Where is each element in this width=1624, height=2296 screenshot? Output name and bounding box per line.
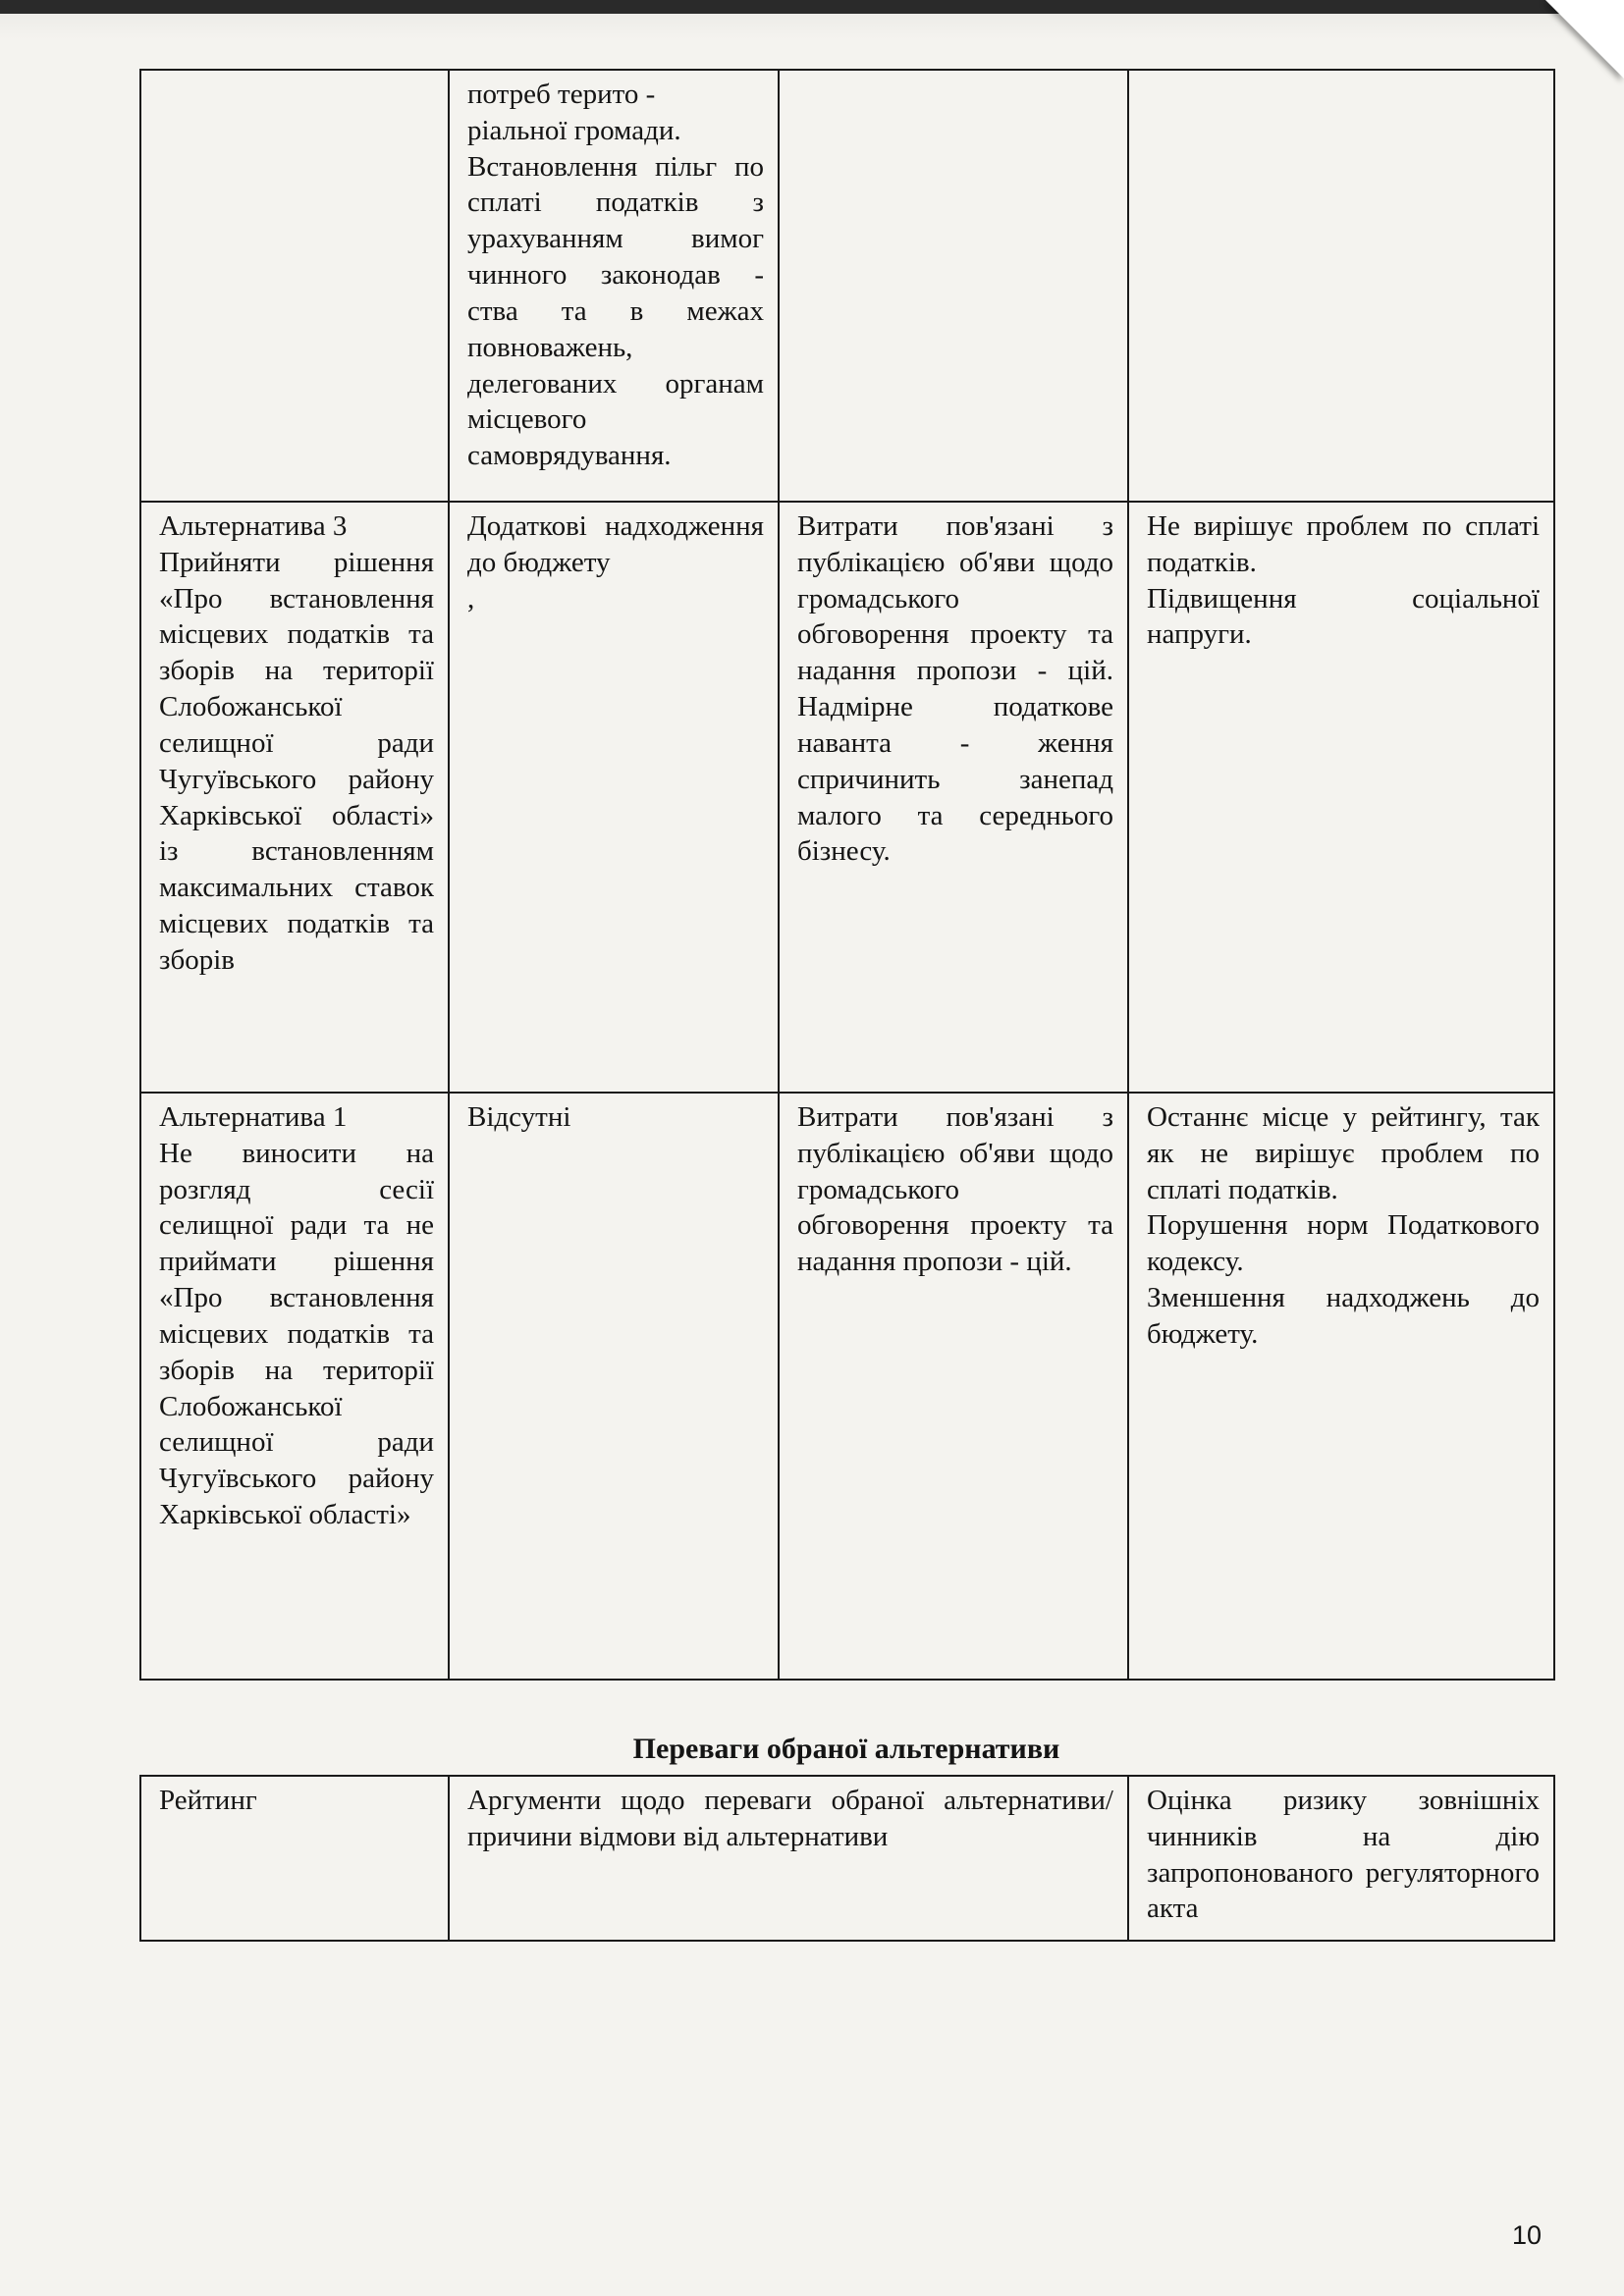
benefits-cell: Додаткові надходження до бюджету , xyxy=(449,502,779,1093)
table-row xyxy=(140,502,1554,1093)
costs-cell xyxy=(779,70,1128,502)
header-arguments: Аргументи щодо переваги обраної альтернативи/причини відмови від альтернативи xyxy=(449,1776,1128,1941)
rating-cell: Не вирішує проблем по сплаті податків. Підвищення соціальної напруги. xyxy=(1128,502,1554,1093)
page-corner-fold xyxy=(1545,0,1624,79)
preferences-table xyxy=(139,1775,1555,1942)
table-row xyxy=(140,70,1554,502)
table-row xyxy=(140,1093,1554,1680)
alternative-cell: Альтернатива 1 Не виносити на розгляд сесії селищної ради та не приймати рішення «Про встановлення місцевих податків та зборів на території Слобожанської селищної ради Чугуївського району Харківської області» xyxy=(140,1093,449,1680)
benefits-cell: Відсутні xyxy=(449,1093,779,1680)
header-risk: Оцінка ризику зовнішніх чинників на дію запропонованого регуляторного акта xyxy=(1128,1776,1554,1941)
alternative-cell xyxy=(140,70,449,502)
costs-cell: Витрати пов'язані з публікацією об'яви щодо громадського обговорення проекту та надання пропози - цій. xyxy=(779,1093,1128,1680)
page-number: 10 xyxy=(1512,2220,1543,2250)
alternatives-table xyxy=(139,69,1555,1681)
header-rating: Рейтинг xyxy=(140,1776,449,1941)
rating-cell xyxy=(1128,70,1554,502)
alternative-cell: Альтернатива 3 Прийняти рішення «Про встановлення місцевих податків та зборів на території Слобожанської селищної ради Чугуївського району Харківської області» із встановленням максимальних ставок місцевих податків та зборів xyxy=(140,502,449,1093)
scan-top-edge xyxy=(0,0,1624,14)
rating-cell: Останнє місце у рейтингу, так як не вирішує проблем по сплаті податків. Порушення норм Податкового кодексу. Зменшення надходжень до бюджету. xyxy=(1128,1093,1554,1680)
section-heading: Переваги обраної альтернативи xyxy=(632,1733,1060,1765)
benefits-cell: потреб терито - ріальної громади. Встановлення пільг по сплаті податків з урахуванням вимог чинного законодав - ства та в межах повноважень, делегованих органам місцевого самоврядування. xyxy=(449,70,779,502)
costs-cell: Витрати пов'язані з публікацією об'яви щодо громадського обговорення проекту та надання пропози - цій. Надмірне податкове наванта - ження спричинить занепад малого та середнього бізнесу. xyxy=(779,502,1128,1093)
table-header-row xyxy=(140,1776,1554,1941)
